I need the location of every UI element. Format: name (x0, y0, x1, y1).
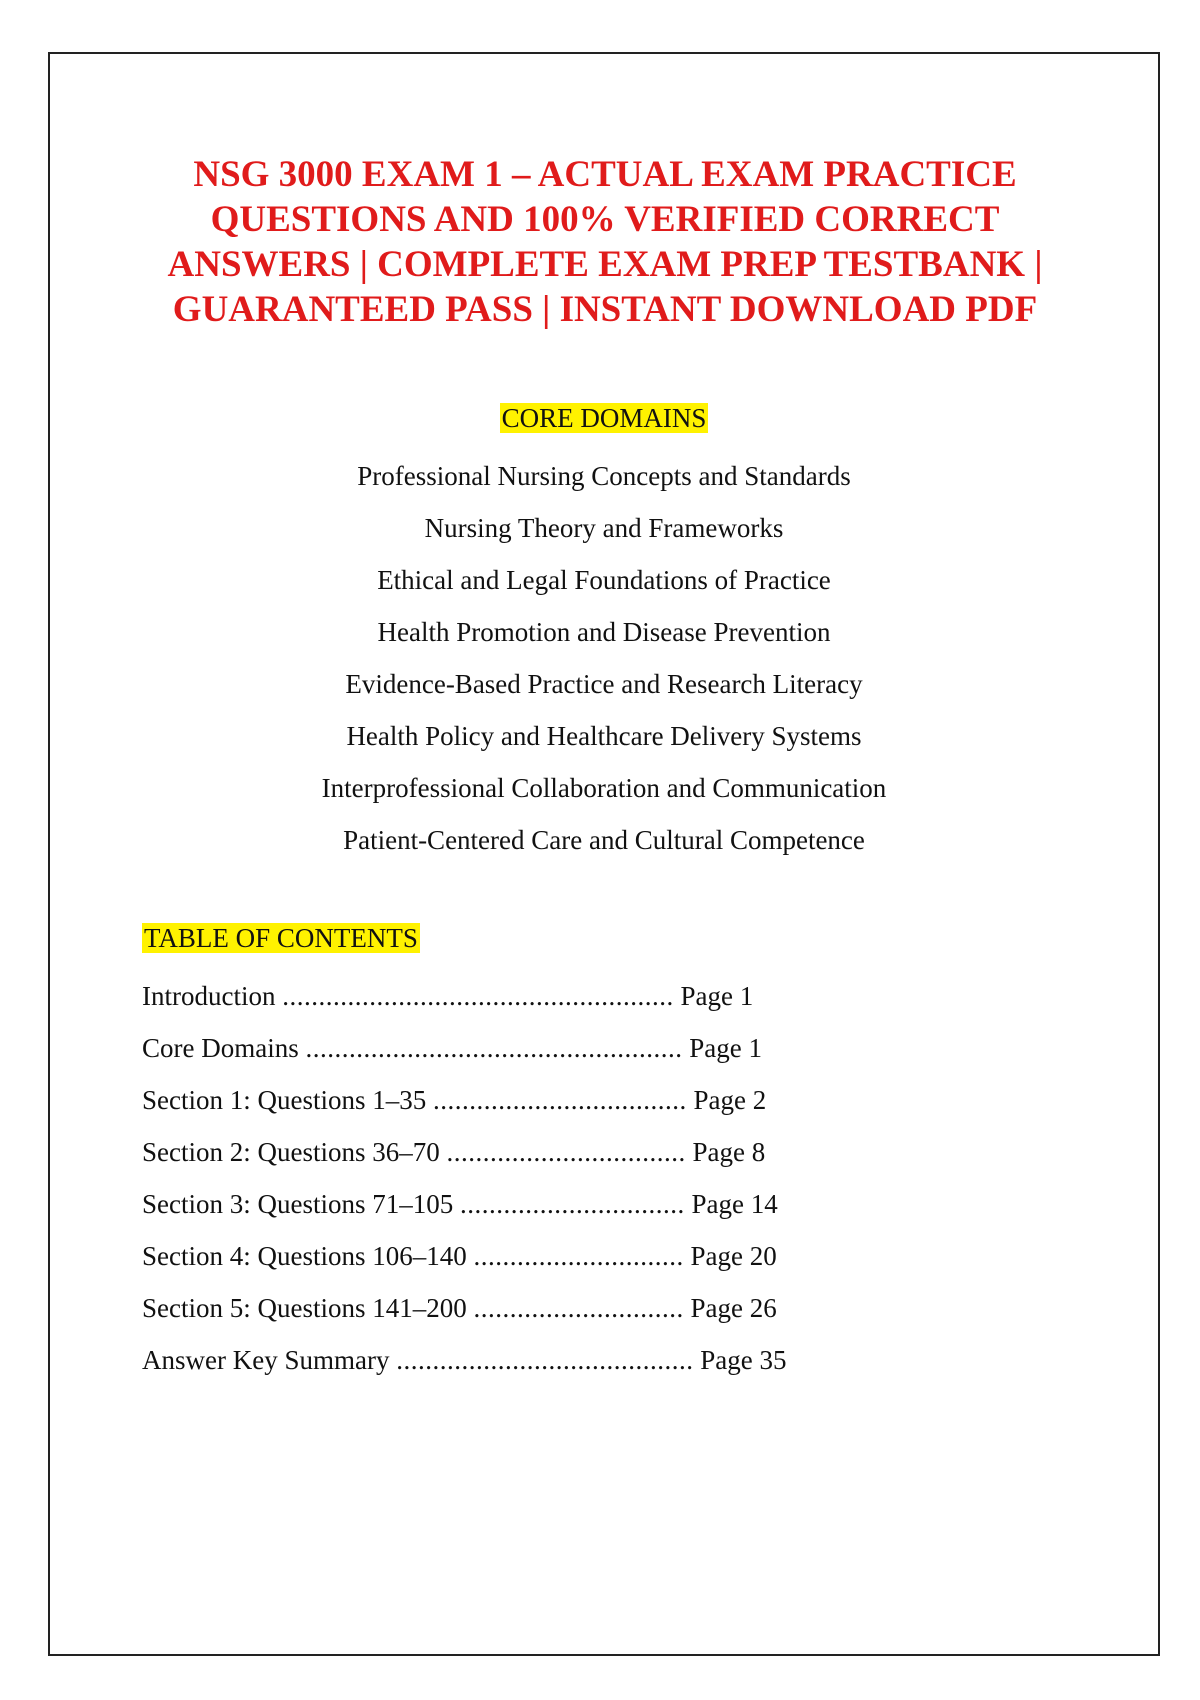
core-domain-item: Ethical and Legal Foundations of Practice (377, 565, 831, 595)
toc-leader-dots: .................................................... (305, 1033, 683, 1063)
toc-entry-page: Page 20 (690, 1241, 777, 1271)
toc-entry-label: Section 1: Questions 1–35 (142, 1085, 427, 1115)
core-domain-item: Professional Nursing Concepts and Standards (357, 461, 851, 491)
core-domain-item: Evidence-Based Practice and Research Literacy (345, 669, 863, 699)
toc-entry-label: Section 2: Questions 36–70 (142, 1137, 440, 1167)
toc-entry-page: Page 8 (692, 1137, 766, 1167)
core-domain-item: Health Promotion and Disease Prevention (377, 617, 831, 647)
toc-entry-label: Introduction (142, 981, 276, 1011)
toc-entry[interactable] (142, 1334, 786, 1386)
title-line: ANSWERS | COMPLETE EXAM PREP TESTBANK | (167, 244, 1043, 285)
title-line: NSG 3000 EXAM 1 – ACTUAL EXAM PRACTICE (193, 154, 1017, 195)
core-domains-heading (0, 400, 1200, 436)
toc-entry-label: Section 5: Questions 141–200 (142, 1293, 467, 1323)
toc-leader-dots: ......................................... (396, 1345, 694, 1375)
toc-entry[interactable] (142, 1074, 786, 1126)
toc-entry-page: Page 1 (689, 1033, 762, 1063)
toc-leader-dots: ............................. (473, 1293, 684, 1323)
toc-leader-dots: ...................................................... (282, 981, 674, 1011)
toc-entry-label: Answer Key Summary (142, 1345, 390, 1375)
toc-entry-page: Page 26 (690, 1293, 777, 1323)
core-domains-heading-text: CORE DOMAINS (501, 403, 707, 433)
toc-leader-dots: ................................... (433, 1085, 687, 1115)
toc-heading-text: TABLE OF CONTENTS (144, 923, 418, 953)
toc-heading (142, 920, 420, 956)
title-line: QUESTIONS AND 100% VERIFIED CORRECT (210, 199, 1000, 240)
core-domain-item: Nursing Theory and Frameworks (424, 513, 784, 543)
toc-entry-page: Page 14 (691, 1189, 778, 1219)
core-domain-item: Interprofessional Collaboration and Communication (321, 773, 887, 803)
toc-entry-page: Page 2 (693, 1085, 767, 1115)
toc-leader-dots: ................................. (446, 1137, 686, 1167)
document-title (100, 152, 1110, 332)
toc-entry[interactable] (142, 1282, 786, 1334)
core-domains-list (0, 450, 1200, 866)
toc-entry[interactable] (142, 1022, 786, 1074)
toc-leader-dots: ............................. (473, 1241, 684, 1271)
toc-entry[interactable] (142, 970, 786, 1022)
toc-entry-page: Page 35 (700, 1345, 787, 1375)
title-line: GUARANTEED PASS | INSTANT DOWNLOAD PDF (172, 289, 1038, 330)
toc-entry-label: Core Domains (142, 1033, 299, 1063)
core-domain-item: Patient-Centered Care and Cultural Competence (343, 825, 865, 855)
core-domain-item: Health Policy and Healthcare Delivery Systems (346, 721, 862, 751)
toc-entry-label: Section 4: Questions 106–140 (142, 1241, 467, 1271)
table-of-contents (142, 970, 786, 1386)
toc-leader-dots: ............................... (460, 1189, 685, 1219)
toc-entry-label: Section 3: Questions 71–105 (142, 1189, 454, 1219)
toc-entry[interactable] (142, 1126, 786, 1178)
toc-entry[interactable] (142, 1178, 786, 1230)
toc-entry[interactable] (142, 1230, 786, 1282)
toc-entry-page: Page 1 (680, 981, 754, 1011)
